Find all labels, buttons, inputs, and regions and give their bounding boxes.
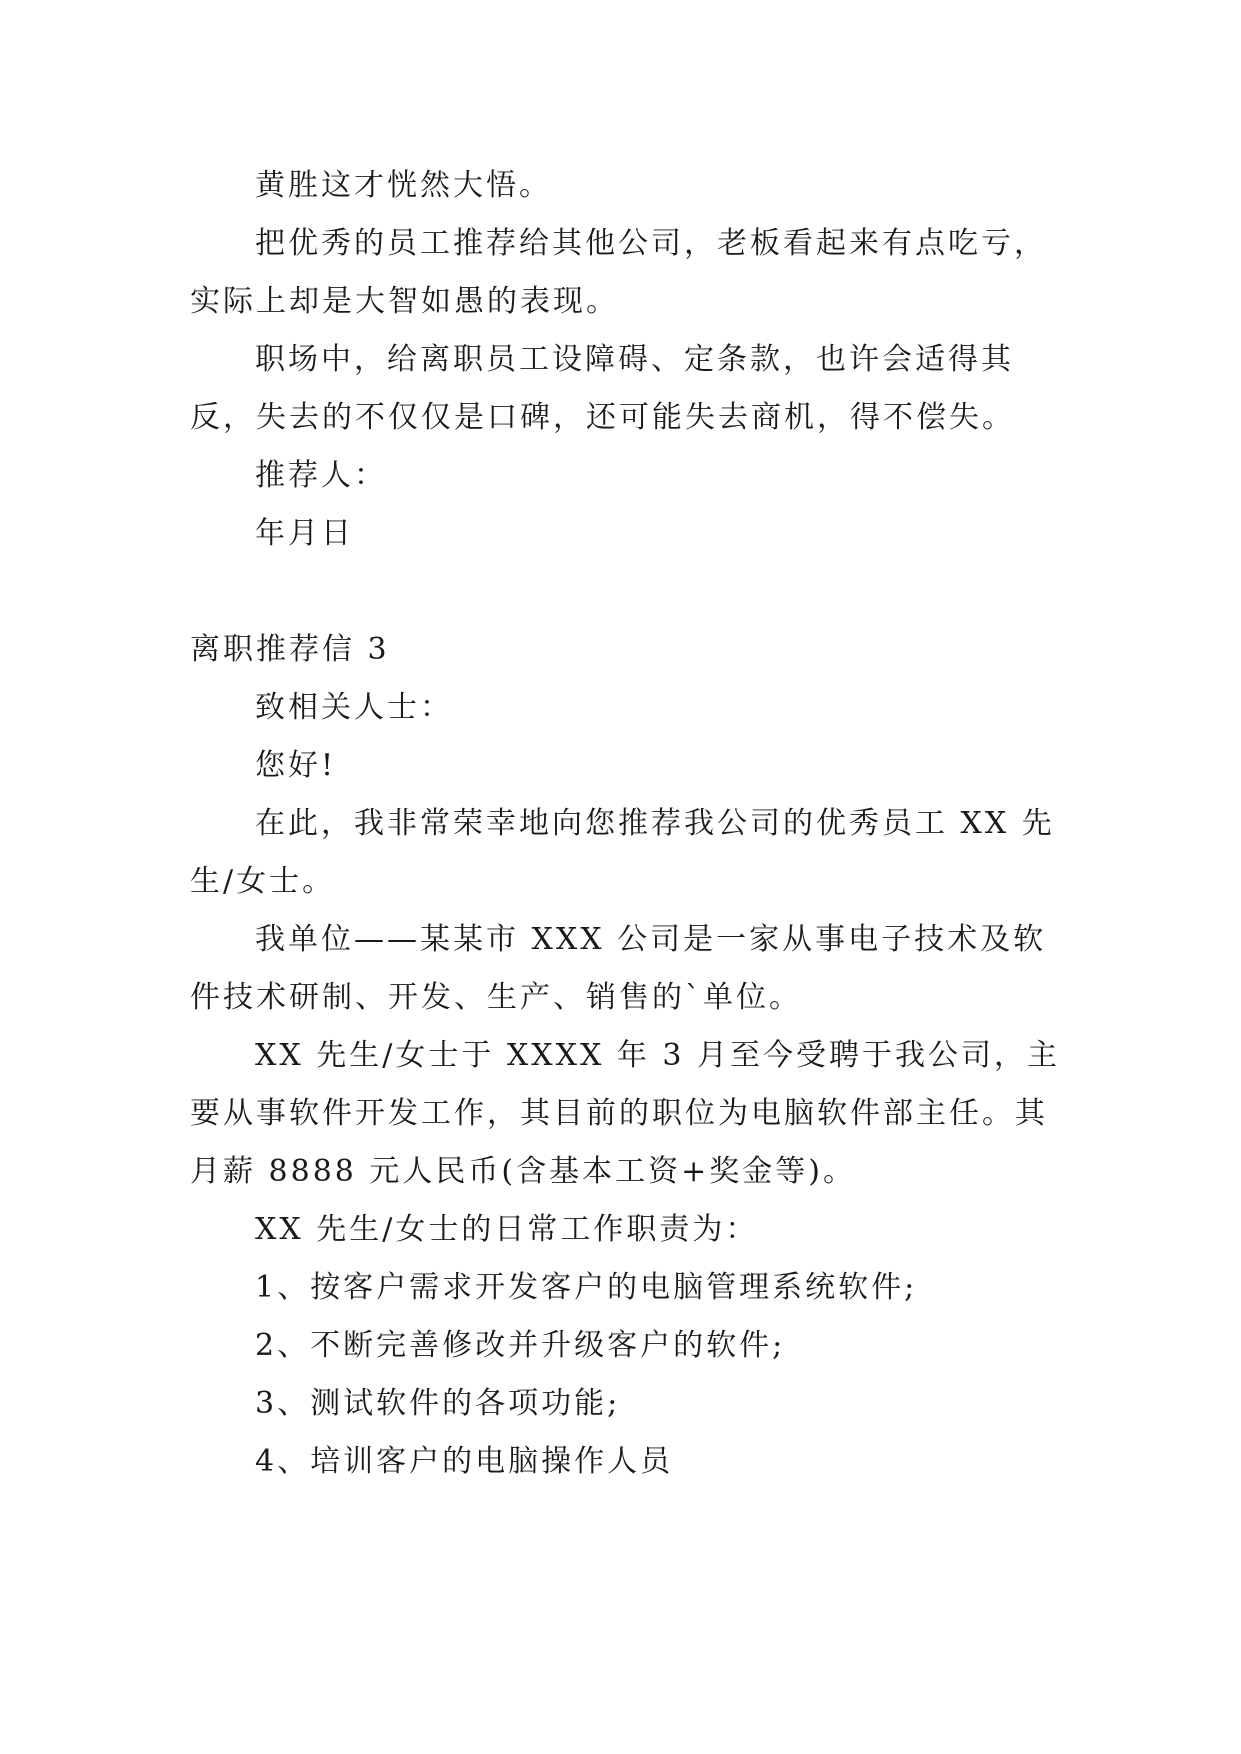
recommender-label: 推荐人：: [255, 458, 387, 493]
letter-greeting: 您好!: [255, 748, 337, 783]
duty-item: 3、测试软件的各项功能;: [255, 1386, 621, 1421]
duty-item: 1、按客户需求开发客户的电脑管理系统软件;: [255, 1270, 918, 1305]
employment-details: XX 先生/女士于 XXXX 年 3 月至今受聘于我公司，主要从事软件开发工作，其目前的职位为电脑软件部主任。其月薪 8888 元人民币(含基本工资+奖金等)。: [190, 1038, 1061, 1189]
paragraph-workplace-advice: 职场中，给离职员工设障碍、定条款，也许会适得其反，失去的不仅仅是口碑，还可能失去商机，得不偿失。: [190, 342, 1015, 435]
letter-intro: 在此，我非常荣幸地向您推荐我公司的优秀员工 XX 先生/女士。: [190, 806, 1055, 899]
duty-item: 2、不断完善修改并升级客户的软件;: [255, 1328, 786, 1363]
date-label: 年月日: [255, 516, 354, 551]
paragraph-recommend-employee: 把优秀的员工推荐给其他公司，老板看起来有点吃亏，实际上却是大智如愚的表现。: [190, 226, 1047, 319]
duties-heading: XX 先生/女士的日常工作职责为：: [255, 1212, 759, 1247]
duty-item: 4、培训客户的电脑操作人员: [255, 1444, 674, 1479]
section-spacer: [190, 563, 1068, 621]
paragraph-realization: 黄胜这才恍然大悟。: [255, 168, 552, 203]
company-description: 我单位——某某市 XXX 公司是一家从事电子技术及软件技术研制、开发、生产、销售的`单位。: [190, 922, 1047, 1015]
section-title: 离职推荐信 3: [190, 632, 390, 667]
letter-salutation: 致相关人士：: [255, 690, 453, 725]
document-body: [190, 157, 1068, 1491]
